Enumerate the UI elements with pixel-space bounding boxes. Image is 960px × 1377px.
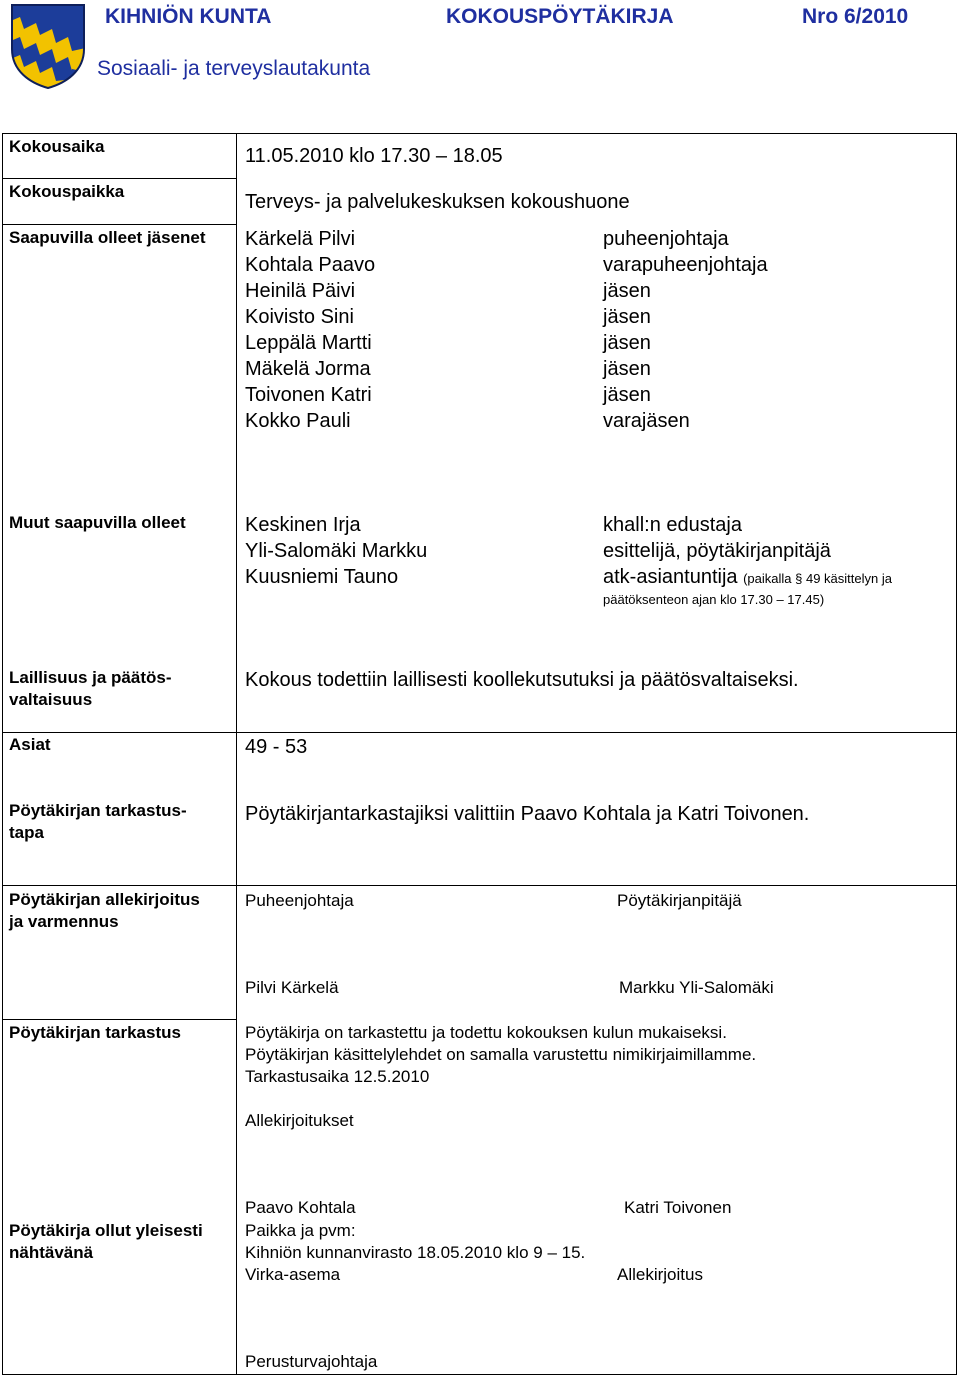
meeting-time-label: Kokousaika	[9, 137, 105, 156]
member-role: jäsen	[603, 280, 651, 302]
document-type: KOKOUSPÖYTÄKIRJA	[446, 5, 674, 28]
other-role-note-cont: päätöksenteon ajan klo 17.30 – 17.45)	[603, 592, 825, 607]
member-role: jäsen	[603, 306, 651, 328]
chair-title: Puheenjohtaja	[245, 891, 354, 910]
row-divider	[2, 732, 956, 733]
legality-label	[9, 667, 234, 711]
meeting-place-value: Terveys- ja palvelukeskuksen kokoushuone	[245, 191, 630, 213]
crest-icon	[10, 3, 86, 89]
table-top-border	[2, 133, 956, 134]
review-signatures-label: Allekirjoitukset	[245, 1111, 354, 1130]
place-date-label: Paikka ja pvm:	[245, 1221, 356, 1240]
others-name-list	[245, 512, 427, 590]
row-divider	[2, 178, 236, 179]
member-name: Koivisto Sini	[245, 306, 354, 328]
signatures-label-line2: ja varmennus	[9, 912, 119, 931]
legality-label-line1: Laillisuus ja päätös-	[9, 668, 172, 687]
member-name: Toivonen Katri	[245, 384, 372, 406]
committee-name: Sosiaali- ja terveyslautakunta	[97, 57, 371, 80]
other-role: khall:n edustaja	[603, 514, 742, 536]
members-role-list	[603, 226, 768, 434]
items-label: Asiat	[9, 735, 51, 754]
other-role: esittelijä, pöytäkirjanpitäjä	[603, 540, 831, 562]
row-divider	[2, 885, 956, 886]
row-divider	[2, 1019, 236, 1020]
member-name: Kokko Pauli	[245, 410, 351, 432]
table-bottom-border	[2, 1374, 957, 1375]
review-line2: Pöytäkirjan käsittelylehdet on samalla varustettu nimikirjaimillamme.	[245, 1045, 757, 1064]
members-name-list	[245, 226, 375, 434]
other-name: Kuusniemi Tauno	[245, 566, 399, 588]
column-divider-upper	[236, 133, 237, 732]
municipal-crest	[10, 3, 86, 89]
member-role: jäsen	[603, 384, 651, 406]
secretary-title: Pöytäkirjanpitäjä	[617, 891, 742, 910]
position-value: Perusturvajohtaja	[245, 1352, 378, 1371]
table-right-border	[956, 133, 957, 1374]
member-name: Leppälä Martti	[245, 332, 372, 354]
other-name: Keskinen Irja	[245, 514, 361, 536]
member-name: Mäkelä Jorma	[245, 358, 371, 380]
municipality-name: KIHNIÖN KUNTA	[105, 5, 272, 28]
review-method-value: Pöytäkirjantarkastajiksi valittiin Paavo Kohtala ja Katri Toivonen.	[245, 803, 810, 825]
table-left-border	[2, 133, 3, 1374]
legality-value: Kokous todettiin laillisesti koollekutsutuksi ja päätösvaltaiseksi.	[245, 669, 799, 691]
row-divider	[2, 224, 236, 225]
member-role: jäsen	[603, 358, 651, 380]
member-name: Heinilä Päivi	[245, 280, 356, 302]
meeting-time-value: 11.05.2010 klo 17.30 – 18.05	[245, 145, 503, 167]
signature-label: Allekirjoitus	[617, 1265, 703, 1284]
public-display-label-line1: Pöytäkirja ollut yleisesti	[9, 1221, 203, 1240]
member-name: Kohtala Paavo	[245, 254, 376, 276]
review-method-label	[9, 800, 234, 844]
other-role-row	[603, 564, 892, 592]
signatures-label-line1: Pöytäkirjan allekirjoitus	[9, 890, 200, 909]
reviewer2-name: Katri Toivonen	[624, 1198, 732, 1217]
review-method-label-line2: tapa	[9, 823, 44, 842]
public-display-label	[9, 1220, 234, 1264]
member-name: Kärkelä Pilvi	[245, 228, 356, 250]
other-role-note: (paikalla § 49 käsittelyn ja	[743, 571, 892, 586]
member-role: puheenjohtaja	[603, 228, 729, 250]
member-role: varajäsen	[603, 410, 690, 432]
member-role: varapuheenjohtaja	[603, 254, 768, 276]
review-line3: Tarkastusaika 12.5.2010	[245, 1067, 430, 1086]
place-date-value: Kihniön kunnanvirasto 18.05.2010 klo 9 – 15.	[245, 1243, 586, 1262]
signatures-label	[9, 889, 234, 933]
review-label: Pöytäkirjan tarkastus	[9, 1023, 181, 1042]
other-role: atk-asiantuntija	[603, 566, 738, 588]
secretary-name: Markku Yli-Salomäki	[619, 978, 774, 997]
review-method-label-line1: Pöytäkirjan tarkastus-	[9, 801, 187, 820]
others-label: Muut saapuvilla olleet	[9, 513, 186, 532]
chair-name: Pilvi Kärkelä	[245, 978, 339, 997]
legality-label-line2: valtaisuus	[9, 690, 93, 709]
member-role: jäsen	[603, 332, 651, 354]
review-line1: Pöytäkirja on tarkastettu ja todettu kokouksen kulun mukaiseksi.	[245, 1023, 727, 1042]
column-divider-lower	[236, 732, 237, 1374]
members-label: Saapuvilla olleet jäsenet	[9, 228, 206, 247]
items-value: 49 - 53	[245, 736, 308, 758]
position-label: Virka-asema	[245, 1265, 341, 1284]
document-number: Nro 6/2010	[802, 5, 909, 28]
reviewer1-name: Paavo Kohtala	[245, 1198, 356, 1217]
other-name: Yli-Salomäki Markku	[245, 540, 428, 562]
public-display-label-line2: nähtävänä	[9, 1243, 94, 1262]
meeting-place-label: Kokouspaikka	[9, 182, 125, 201]
